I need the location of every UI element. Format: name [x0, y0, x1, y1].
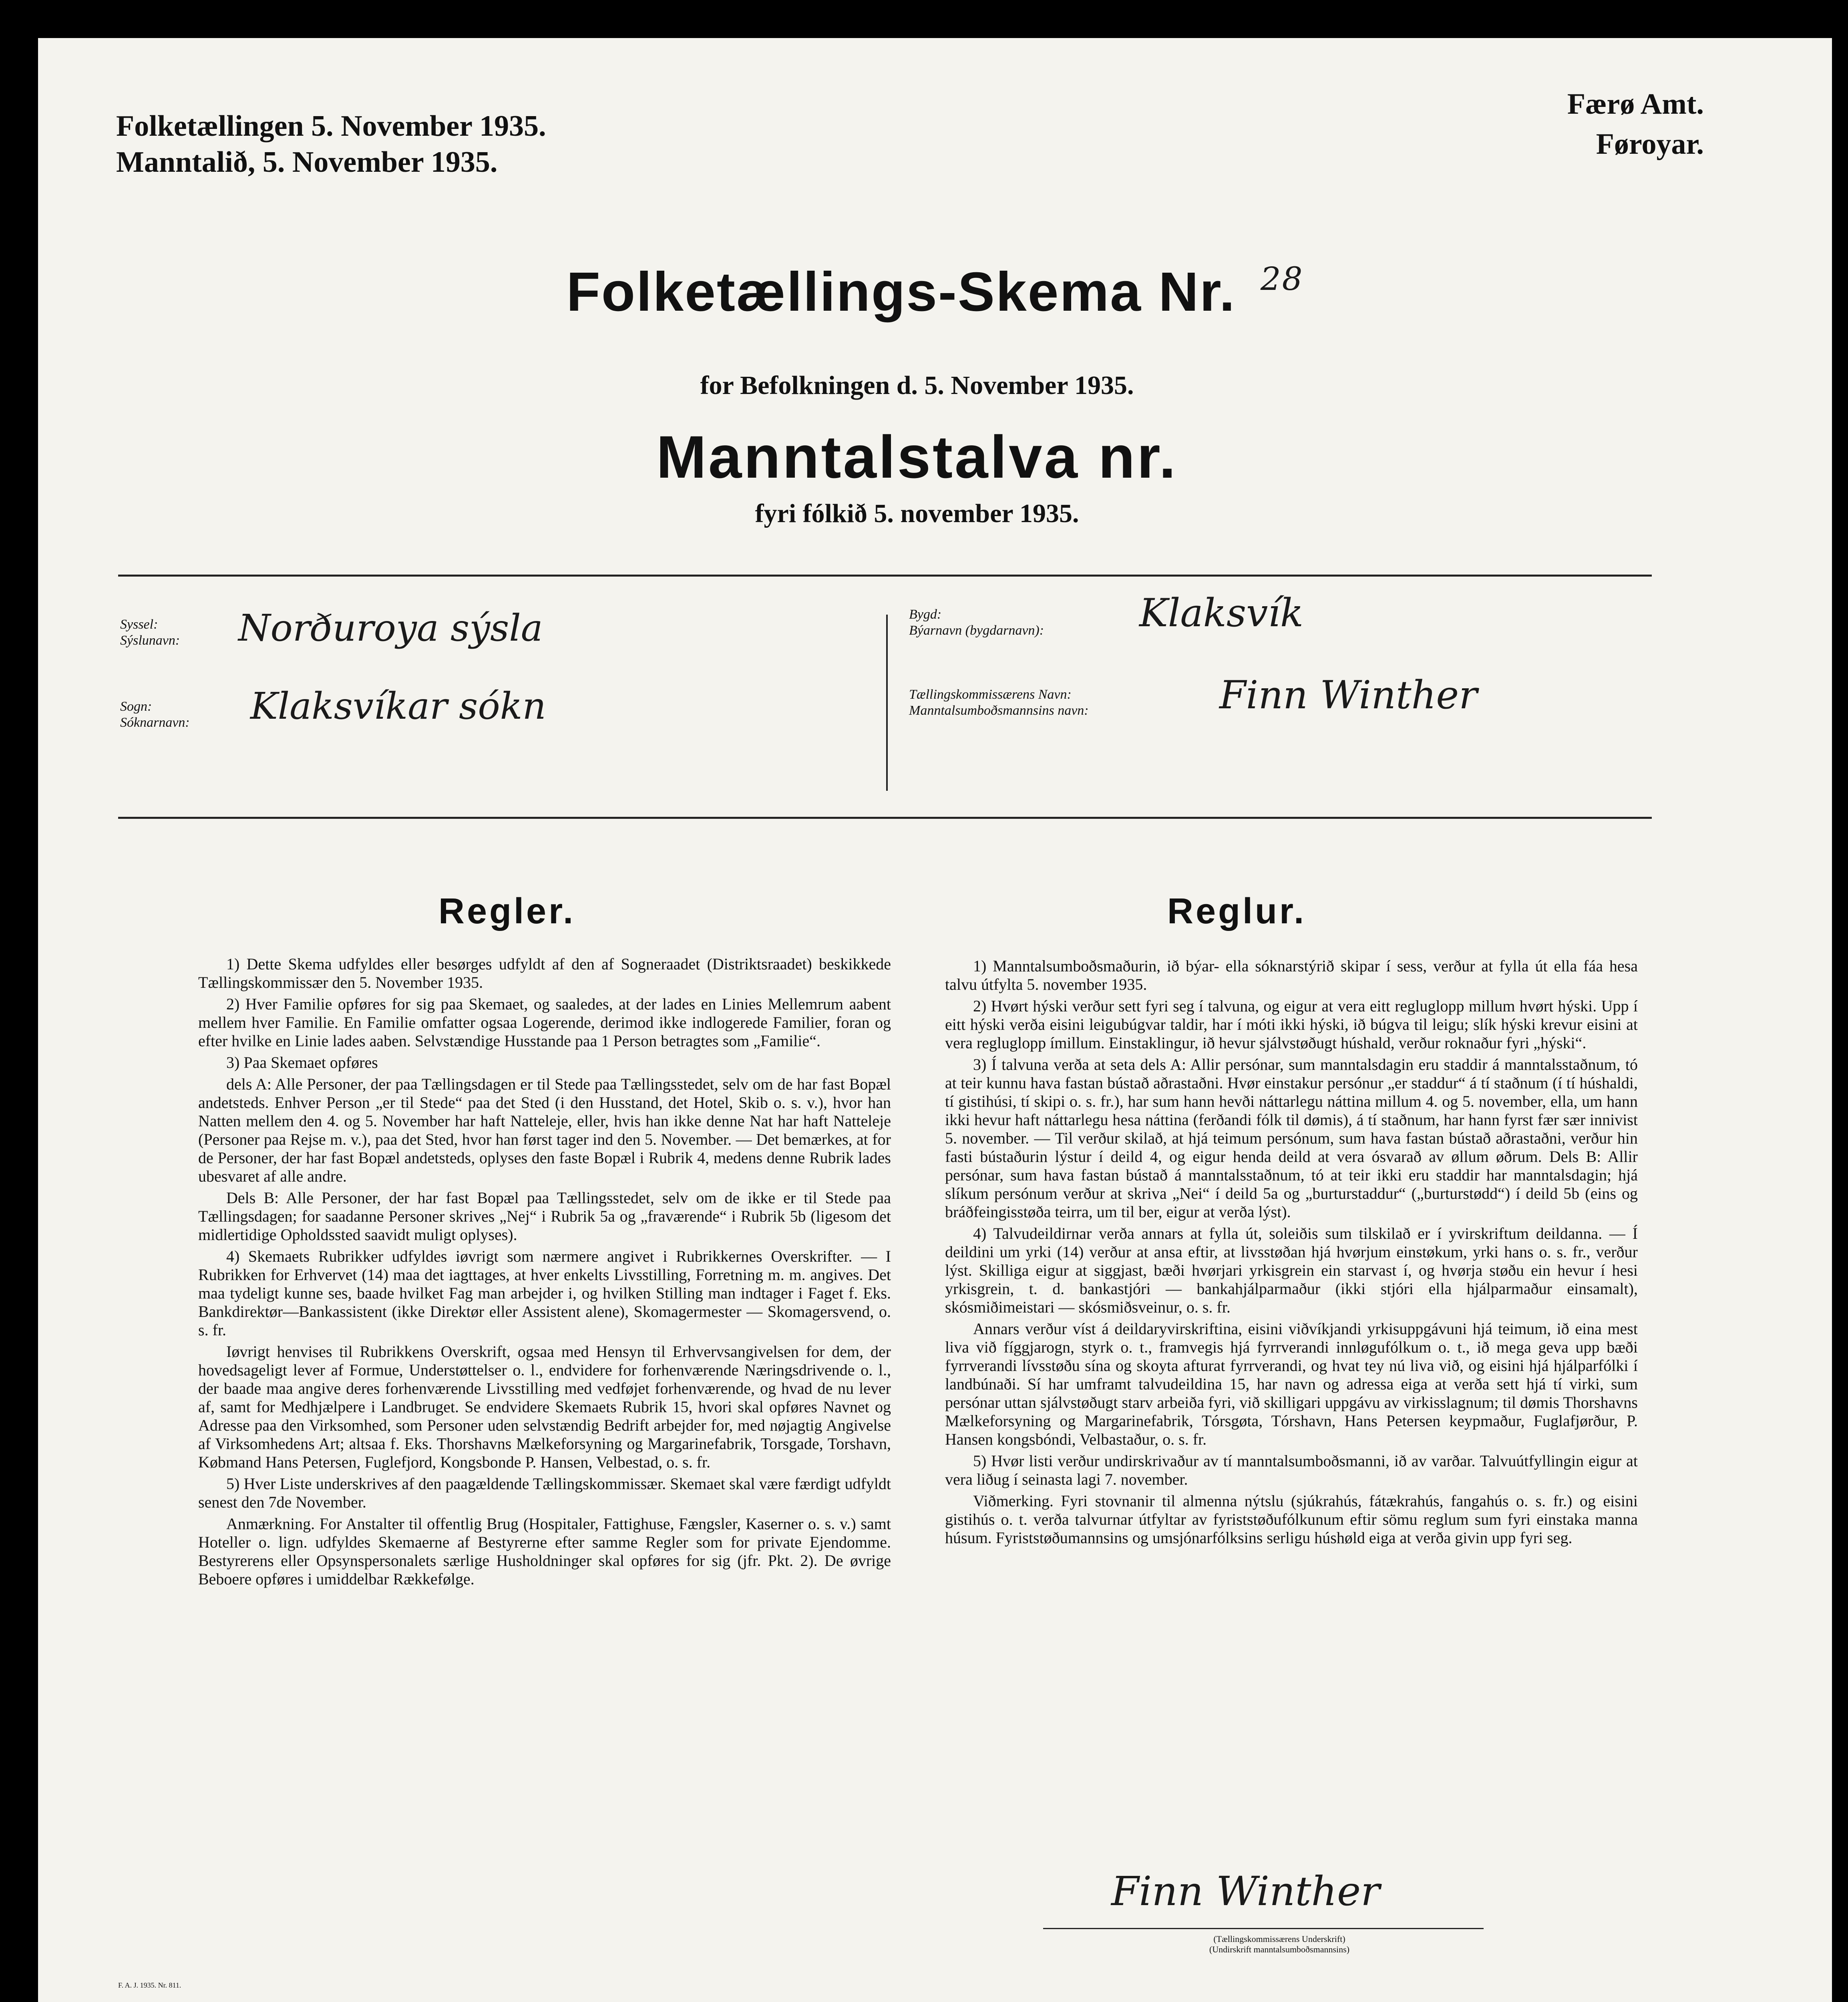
reglur-p3: 3) Í talvuna verða at seta dels A: Allir persónar, sum manntalsdagin eru staddir á manntalsstaðnum, tó at teir kunnu hava fastan bústað aðrastaðni. Hvør einstakur persónur „er staddur“ á tí staðnum (í tí húshaldi, tí gistihúsi, tí skipi o. s. fr.), har sum hann hevði náttarlegu náttina millum 4. og 5. november, ella, um hann ikki hevur haft náttarlegu hesa náttina (ferðandi fólk til dømis), á tí staðnum, har hann fyrst fær sær innivist 5. november. — Til verður skilað, at hjá teimum persónum, sum hava fastan bústað aðrastaðni, verður hin fasti bústaðurin lýstur í deild 4, og eigur henda deild at vera ósvarað av øllum øðrum. Dels B: Allir persónar, sum hava fastan bústað á manntalsstaðnum, tó at teir ikki eru staddir har manntalsdagin; hjá slíkum persónum verður at skriva „Nei“ í deild 5a og „burturstaddur“ („burturstødd“) í deild 5b (eins og bráðfeingisstøða teirra, um til ber, eigur at verða lýst).: [945, 1055, 1638, 1221]
sogn-label: [120, 699, 190, 731]
regler-p4: 4) Skemaets Rubrikker udfyldes iøvrigt som nærmere angivet i Rubrikkernes Overskrifter. — I Rubrikken for Erhvervet (14) maa det iagttages, at hver enkelts Livsstilling, Forretning m. m. angives. Det maa tydeligt kunne ses, baade hvilket Fag man arbejder i, og hvilken Stilling man indtager i Faget f. Eks. Bankdirektør—Bankassistent (ikke Direktør eller Assistent alene), Skomagermester — Skomagersvend, o. s. fr.: [198, 1247, 891, 1339]
footer-print-code: F. A. J. 1935. Nr. 811.: [118, 1981, 181, 1989]
fields-top-rule: [118, 575, 1652, 577]
regler-heading: Regler.: [438, 891, 576, 931]
syssel-label-da: Syssel:: [120, 617, 158, 632]
title-main-da-text: Folketællings-Skema Nr.: [566, 261, 1236, 323]
bygd-label-da: Bygd:: [909, 607, 942, 622]
kommissaer-value: Finn Winther: [1219, 673, 1478, 718]
regler-p4b: Iøvrigt henvises til Rubrikkens Overskrift, ogsaa med Hensyn til Erhvervsangivelsen for dem, der hovedsageligt lever af Formue, Understøttelser o. l., endvidere for forhenværende Næringsdrivende o. l., der baade maa angive deres forhenværende Livsstilling med vedføjet forhenværende, og hvad de nu lever af, samt for Medhjælpere i Landbruget. Se endvidere Skemaets Rubrik 15, hvori skal opføres Navnet og Adresse paa den Virksomhed, som Personer uden selvstændig Bedrift arbejder for, med nøjagtig Angivelse af Virksomhedens Art; altsaa f. Eks. Thorshavns Mælkeforsyning og Margarinefabrik, Torsgade, Torshavn, Købmand Hans Petersen, Fuglefjord, Kongsbonde P. Hansen, Velbestad, o. s. fr.: [198, 1343, 891, 1471]
reglur-p1: 1) Manntalsumboðsmaðurin, ið býar- ella sóknarstýrið skipar í sess, verður at fylla út ella fáa hesa talvu útfylta 5. november 1935.: [945, 957, 1638, 993]
regler-p5: 5) Hver Liste underskrives af den paagældende Tællingskommissær. Skemaet skal være færdigt udfyldt senest den 7de November.: [198, 1475, 891, 1511]
regler-p2: 2) Hver Familie opføres for sig paa Skemaet, og saaledes, at der lades en Linies Mellemrum aabent mellem hver Familie. En Familie omfatter ogsaa Logerende, derimod ikke indlogerede Familier, foran og efter hvilke en Linie lades aaben. Selvstændige Husstande paa 1 Person betragtes som „Familie“.: [198, 995, 891, 1050]
signature-caption: [1119, 1934, 1440, 1955]
syssel-label-fo: Sýslunavn:: [120, 633, 180, 648]
header-right-line1: Færø Amt.: [1567, 88, 1704, 121]
title-main-da: [38, 260, 1832, 324]
reglur-p4b: Annars verður víst á deildaryvirskriftina, eisini viðvíkjandi yrkisuppgávuni hjá teimum, ið eina mest liva við fíggjarogn, styrk o. t., framvegis hjá fyrrverandi innløgufólkum o. t., ið mega geva upp bæði fyrrverandi lívsstøðu sína og skoyta afturat fyrrverandi, og hvat tey nú liva við, og eisini hjá hjálparfólki í landbúnaði. Sí har umframt talvudeildina 15, har navn og adressa eiga at verða sett hjá tí virki, sum persónar uttan sjálvstøðugt starv arbeiða fyri, við skilligari uppgávu av virkisslagnum; til dømis Thorshavns Mælkeforsyning og Margarinefabrik, Tórsgøta, Tórshavn, Hans Petersen keypmaður, Fuglafjørður, P. Hansen kongsbóndi, Velbastaður, o. s. fr.: [945, 1320, 1638, 1448]
kommissaer-label: [909, 687, 1089, 719]
syssel-label: [120, 617, 180, 649]
regler-p3: 3) Paa Skemaet opføres: [226, 1053, 378, 1071]
title-main-fo: Manntalstalva nr.: [656, 423, 1178, 490]
signature-caption-da: (Tællingskommissærens Underskrift): [1213, 1934, 1345, 1944]
reglur-p2: 2) Hvørt hýski verður sett fyri seg í talvuna, og eigur at vera eitt regluglopp millum hvørt hýski. Upp í eitt hýski verða eisini leigubúgvar taldir, har í móti ikki hýski, ið búgva til leigu; slík hýski krevur eisini at vera regluglopp ímillum. Einstaklingur, ið hevur sjálvstøðugt húshald, verður roknaður fyri „hýski“.: [945, 997, 1638, 1052]
signature-line: [1043, 1928, 1484, 1929]
header-left: [116, 108, 546, 180]
kommissaer-label-da: Tællingskommissærens Navn:: [909, 687, 1072, 702]
reglur-p5: 5) Hvør listi verður undirskrivaður av tí manntalsumboðsmanni, ið av varðar. Talvuútfyllingin eigur at vera liðug í seinasta lagi 7. november.: [945, 1452, 1638, 1488]
form-number-handwritten: 28: [1260, 260, 1304, 297]
fields-bottom-rule: [118, 817, 1652, 819]
sogn-value: Klaksvíkar sókn: [250, 685, 546, 728]
syssel-value: Norðuroya sýsla: [238, 607, 543, 649]
reglur-vidmerking: Viðmerking. Fyri stovnanir til almenna nýtslu (sjúkrahús, fátækrahús, fangahús o. s. fr.) og eisini gistihús o. t. verða talvurnar útfyltar av fyriststøðufólkunum eftir sömu reglum sum fyri einstaka manna húsum. Fyriststøðumannsins og umsjónarfólksins serligu húshøld eiga at verða givin upp fyri seg.: [945, 1492, 1638, 1547]
signature: Finn Winther: [1111, 1868, 1380, 1915]
header-left-line1: Folketællingen 5. November 1935.: [116, 110, 546, 143]
regler-p3a: dels A: Alle Personer, der paa Tællingsdagen er til Stede paa Tællingsstedet, selv om de har fast Bopæl andetsteds. Enhver Person „er til Stede“ paa det Sted (i den Husstand, det Hotel, Skib o. s. v.), hvor han Natten mellem den 4. og 5. November har haft Natteleje, eller, hvis han ikke denne Nat har haft Natteleje (Personer paa Rejse m. v.), paa det Sted, hvor han først tager ind den 5. November. — Det bemærkes, at for de Personer, der har fast Bopæl andetsteds, oplyses den faste Bopæl i Rubrik 4, medens denne Rubrik lades ubesvaret af alle andre.: [198, 1075, 891, 1185]
kommissaer-label-fo: Manntalsumboðsmannsins navn:: [909, 703, 1089, 718]
census-form-page: [38, 38, 1832, 2002]
header-left-line2: Manntalið, 5. November 1935.: [116, 146, 498, 179]
regler-anmaerkning: Anmærkning. For Anstalter til offentlig Brug (Hospitaler, Fattighuse, Fængsler, Kaserner o. s. v.) samt Hoteller o. lign. udfyldes Skemaerne af Bestyrerne efter samme Regler som for private Ejendomme. Bestyrerens eller Opsynspersonalets særlige Husholdninger skal opføres for sig (jfr. Pkt. 2). De øvrige Beboere opføres i umiddelbar Rækkefølge.: [198, 1515, 891, 1588]
sogn-label-fo: Sóknarnavn:: [120, 715, 190, 730]
header-right-line2: Føroyar.: [1596, 128, 1704, 161]
signature-caption-fo: (Undirskrift manntalsumboðsmannsins): [1209, 1944, 1350, 1954]
header-right: [1567, 84, 1704, 164]
reglur-text: [945, 957, 1638, 1550]
bygd-label: [909, 607, 1044, 639]
regler-p3b: Dels B: Alle Personer, der har fast Bopæl paa Tællingsstedet, selv om de ikke er til Stede paa Tællingsdagen; for saadanne Personer skrives „Nej“ i Rubrik 5a og „fraværende“ i Rubrik 5b (ligesom det midlertidige Opholdssted saavidt muligt oplyses).: [198, 1189, 891, 1244]
sogn-label-da: Sogn:: [120, 699, 152, 714]
bygd-value: Klaksvík: [1139, 591, 1304, 635]
bygd-label-fo: Býarnavn (bygdarnavn):: [909, 623, 1044, 638]
fields-divider: [886, 615, 888, 791]
title-sub-da: for Befolkningen d. 5. November 1935.: [700, 371, 1134, 400]
regler-text: [198, 955, 891, 1592]
reglur-heading: Reglur.: [1167, 891, 1307, 931]
regler-p1: 1) Dette Skema udfyldes eller besørges udfyldt af den af Sogneraadet (Distriktsraadet) beskikkede Tællingskommissær den 5. November 1935.: [198, 955, 891, 991]
title-sub-fo: fyri fólkið 5. november 1935.: [755, 499, 1079, 528]
reglur-p4: 4) Talvudeildirnar verða annars at fylla út, soleiðis sum tilskilað er í yvirskriftum deildanna. — Í deildini um yrki (14) verður at ansa eftir, at livsstøðan hjá hvørjum einstøkum, yrki hans o. s. fr., verður lýst. Skilliga eigur at siggjast, bæði hvørjari yrkisgrein ein starvast í, og hvørja støðu ein hevur í hesi yrkisgrein, t. d. bankastjóri — bankahjálparmaður (ikki stjóri ella hjálparmaður einsamalt), skósmiðimeistari — skósmiðsveinur, o. s. fr.: [945, 1224, 1638, 1316]
